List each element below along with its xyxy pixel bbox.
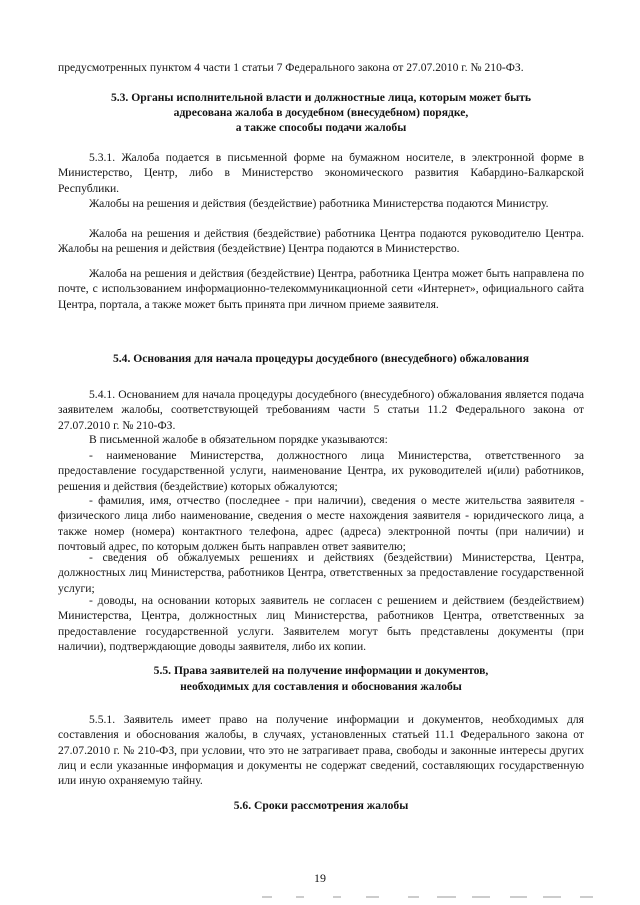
list-item: - наименование Министерства, должностного лица Министерства, ответственного за предоставление государственной услуги, наименование Центра, их руководителей и(или) работников, решения и действия (бездействие) которых обжалуются;: [58, 449, 584, 493]
paragraph: 5.4.1. Основанием для начала процедуры досудебного (внесудебного) обжалования является подача заявителем жалобы, соответствующей требованиям части 5 статьи 11.2 Федерального закона от 27.07.2010 г. № 210-ФЗ.: [58, 388, 584, 432]
list-item: - сведения об обжалуемых решениях и действиях (бездействии) Министерства, Центра, должностных лиц Министерства, работников Центра, ответственных за предоставление государственной услуги;: [58, 551, 584, 595]
list-item: - доводы, на основании которых заявитель не согласен с решением и действием (бездействием) Министерства, Центра, должностных лиц Министерства, работников Центра, ответственных за предоставление государственной услуги. Заявителем могут быть представлены документы (при наличии), подтверждающие доводы заявителя, либо их копии.: [58, 594, 584, 653]
section-heading-line: 5.3. Органы исполнительной власти и должностные лица, которым может быть: [110, 91, 532, 104]
paragraph: 5.3.1. Жалоба подается в письменной форме на бумажном носителе, в электронной форме в Министерство, Центр, либо в Министерство экономического развития Кабардино-Балкарской Республики.: [58, 151, 584, 195]
paragraph: В письменной жалобе в обязательном порядке указываются:: [89, 433, 388, 446]
section-heading: 5.4. Основания для начала процедуры досудебного (внесудебного) обжалования: [112, 352, 530, 365]
section-heading: 5.6. Сроки рассмотрения жалобы: [233, 799, 409, 812]
paragraph: Жалоба на решения и действия (бездействие) работника Центра подаются руководителю Центра. Жалобы на решения и действия (бездействие) Центра подаются в Министерство.: [58, 227, 584, 256]
section-heading-line: адресована жалоба в досудебном (внесудебном) порядке,: [173, 106, 469, 119]
paragraph: 5.5.1. Заявитель имеет право на получение информации и документов, необходимых для составления и обоснования жалобы, в случаях, установленных статьей 11.1 Федерального закона от 27.07.2010 г. № 210-ФЗ, при условии, что это не затрагивает права, свободы и законные интересы других лиц и если указанные информация и документы не содержат сведений, составляющих государственную или иную охраняемую тайну.: [58, 713, 584, 788]
list-item: - фамилия, имя, отчество (последнее - при наличии), сведения о месте жительства заявителя - физического лица либо наименование, сведения о месте нахождения заявителя - юридического лица, а также номер (номера) контактного телефона, адрес (адреса) электронной почты (при наличии) и почтовый адрес, по которым должен быть направлен ответ заявителю;: [58, 494, 584, 553]
section-heading-line: 5.5. Права заявителей на получение информации и документов,: [153, 664, 489, 677]
section-heading-line: необходимых для составления и обоснования жалобы: [180, 680, 462, 693]
paragraph: Жалобы на решения и действия (бездействие) работника Министерства подаются Министру.: [89, 197, 549, 210]
section-heading-line: а также способы подачи жалобы: [235, 121, 407, 134]
page-number: 19: [314, 871, 326, 885]
top-line: предусмотренных пунктом 4 части 1 статьи 7 Федерального закона от 27.07.2010 г. № 210-ФЗ.: [58, 61, 524, 74]
paragraph: Жалоба на решения и действия (бездействие) Центра, работника Центра может быть направлена по почте, с использованием информационно-телекоммуникационной сети «Интернет», официального сайта Центра, портала, а также может быть принята при личном приеме заявителя.: [58, 267, 584, 311]
